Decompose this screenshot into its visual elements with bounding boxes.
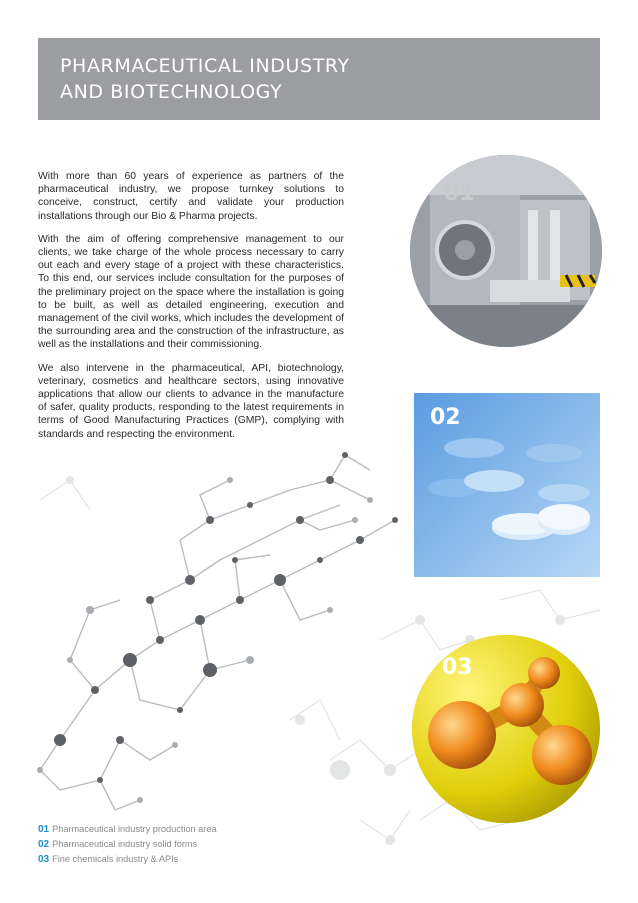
cleanroom-illustration: [410, 155, 602, 347]
image-number-03: 03: [442, 655, 473, 680]
paragraph-3: We also intervene in the pharmaceutical, API, biotechnology, veterinary, cosmetics and healthcare sectors, using innovative applications that allow our clients to advance in the manufacture of safer, quality products, responding to the latest requirements in terms of Good Manufacturing Practices (GMP), complying with standards and respecting the environment.: [38, 362, 344, 440]
legend-number: 02: [38, 839, 50, 850]
molecules-photo: [412, 635, 600, 823]
tablets-photo: [414, 393, 600, 577]
page-title-line-1: PHARMACEUTICAL INDUSTRY: [60, 55, 350, 77]
legend-number: 03: [38, 854, 50, 865]
page-title-line-2: AND BIOTECHNOLOGY: [60, 81, 283, 103]
production-area-photo: [410, 155, 602, 347]
paragraph-1: With more than 60 years of experience as partners of the pharmaceutical industry, we propose turnkey solutions to conceive, construct, certify and validate your production installations through our Bio & Pharma projects.: [38, 171, 344, 222]
legend-label: Pharmaceutical industry solid forms: [52, 839, 198, 849]
paragraph-2: With the aim of offering comprehensive management to our clients, we take charge of the whole process necessary to carry out each and every stage of a project with these characteristics. To this end, our services include consultation for the purposes of the preliminary project on the space where the installation is going to be built, as well as detailed engineering, execution and management of the civil works, which includes the development of the surrounding area and the construction of the infrastructure, as well as the installations and their commissioning.: [38, 233, 344, 351]
legend-item: [38, 852, 217, 867]
legend-item: [38, 837, 217, 852]
image-number-02: 02: [430, 405, 461, 430]
legend-label: Pharmaceutical industry production area: [52, 824, 217, 834]
legend-item: [38, 822, 217, 837]
image-legend: [38, 822, 217, 867]
image-number-01: 01: [444, 181, 475, 206]
legend-number: 01: [38, 824, 50, 835]
molecules-illustration: [412, 635, 600, 823]
intro-text: [38, 170, 344, 451]
legend-label: Fine chemicals industry & APIs: [52, 854, 179, 864]
